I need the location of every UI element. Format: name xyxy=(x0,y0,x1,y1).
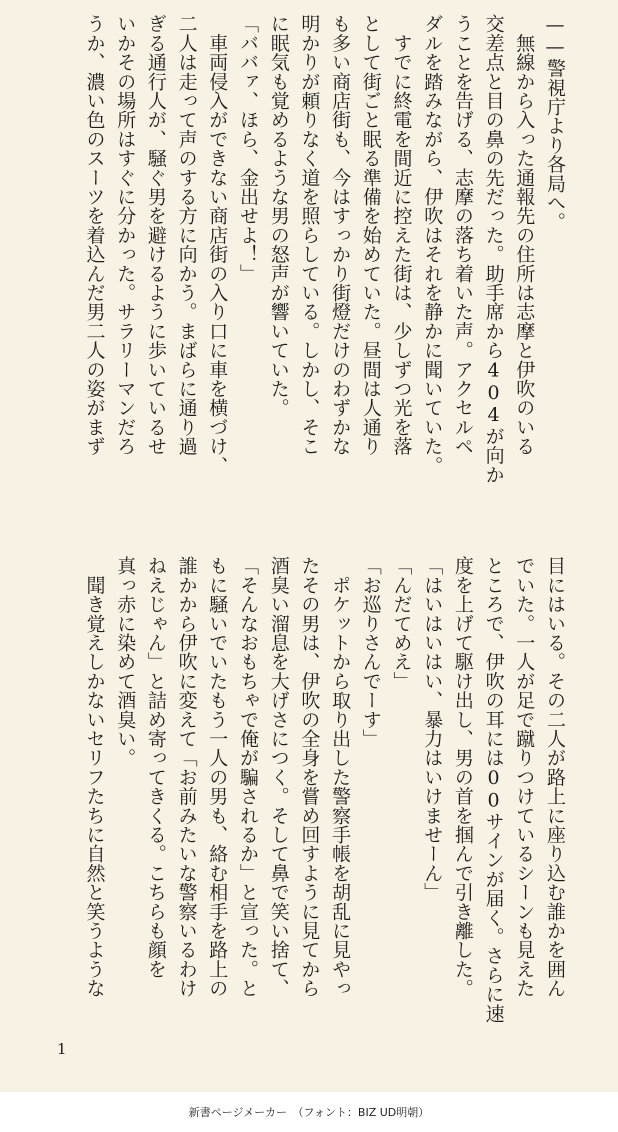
text-line: いかその場所はすぐに分かった。サラリーマンだろ xyxy=(114,14,137,456)
text-line: 酒臭い溜息を大げさにつく。そして鼻で笑い捨て、 xyxy=(267,556,290,998)
text-column xyxy=(325,14,355,534)
text-line: うことを告げる、志摩の落ち着いた声。アクセルペ xyxy=(451,14,474,456)
text-line: うか、濃い色のスーツを着込んだ男二人の姿がまず xyxy=(83,14,106,456)
text-line: 度を上げて駆け出し、男の首を掴んで引き離した。 xyxy=(451,556,474,998)
text-line: 誰かから伊吹に変えて「お前みたいな警察いるわけ xyxy=(175,556,198,998)
text-line: ねえじゃん」と詰め寄ってきくる。こちらも顔を xyxy=(144,556,167,979)
text-column xyxy=(141,14,171,534)
text-line: 車両侵入ができない商店街の入り口に車を横づけ、 xyxy=(206,14,229,475)
text-line: すでに終電を間近に控えた街は、少しずつ光を落 xyxy=(390,14,413,456)
text-line: ぎる通行人が、騒ぐ男を避けるように歩いているせ xyxy=(144,14,167,456)
text-line: でいた。一人が足で蹴りつけているシーンも見えた xyxy=(513,556,536,998)
text-column xyxy=(356,14,386,534)
text-line: 真っ赤に染めて酒臭い。 xyxy=(114,556,137,768)
footer-credit: 新書ページメーカー （フォント：BIZ UD明朝） xyxy=(188,1106,430,1119)
text-line: 交差点と目の鼻の先だった。助手席から404が向か xyxy=(482,14,505,484)
text-line: 無線から入った通報先の住所は志摩と伊吹のいる xyxy=(513,14,536,456)
text-line: もに騒いでいたもう一人の男も、絡む相手を路上の xyxy=(206,556,229,998)
text-line: ところで、伊吹の耳には00サインが届く。さらに速 xyxy=(482,556,505,1023)
text-column xyxy=(110,556,140,1076)
text-column xyxy=(233,556,263,1076)
text-column xyxy=(172,556,202,1076)
text-column xyxy=(110,14,140,534)
text-column xyxy=(325,556,355,1076)
text-column xyxy=(448,14,478,534)
text-line: 「そんなおもちゃで俺が騙されるか」と宣った。と xyxy=(237,556,259,998)
text-line: ポケットから取り出した警察手帳を胡乱に見やっ xyxy=(329,556,352,998)
text-column xyxy=(356,556,386,1076)
text-column xyxy=(479,14,509,534)
text-line: も多い商店街も、今はすっかり街燈だけのわずかな xyxy=(329,14,352,456)
text-line: として街ごと眠る準備を始めていた。昼間は人通り xyxy=(359,14,382,456)
text-column xyxy=(417,556,447,1076)
text-column xyxy=(264,556,294,1076)
text-line: 目にはいる。その二人が路上に座り込む誰かを囲ん xyxy=(544,556,566,998)
text-column xyxy=(264,14,294,534)
text-line: に眠気も覚めるような男の怒声が響いていた。 xyxy=(267,14,290,418)
text-line: たその男は、伊吹の全身を嘗め回すように見てから xyxy=(298,556,321,998)
text-column xyxy=(80,556,110,1076)
text-column xyxy=(387,556,417,1076)
page-number: 1 xyxy=(57,1040,67,1058)
text-column xyxy=(509,556,539,1076)
text-column xyxy=(540,14,570,534)
text-line: 「ババァ、ほら、金出せよ！」 xyxy=(237,14,259,283)
text-column xyxy=(479,556,509,1076)
text-column xyxy=(417,14,447,534)
text-line: ——警視庁より各局へ。 xyxy=(544,14,566,232)
text-line: 二人は走って声のする方に向かう。まばらに通り過 xyxy=(175,14,198,456)
text-column xyxy=(202,556,232,1076)
text-line: 「お巡りさんでーす」 xyxy=(359,556,382,748)
text-line: 「んだてめえ」 xyxy=(390,556,413,691)
text-line: ダルを踏みながら、伊吹はそれを静かに聞いていた。 xyxy=(421,14,444,475)
text-column xyxy=(80,14,110,534)
text-column xyxy=(387,14,417,534)
text-column xyxy=(509,14,539,534)
text-column xyxy=(233,14,263,534)
text-column xyxy=(294,556,324,1076)
text-column xyxy=(202,14,232,534)
text-line: 明かりが頼りなく道を照らしている。しかし、そこ xyxy=(298,14,321,456)
text-column xyxy=(141,556,171,1076)
text-column xyxy=(540,556,570,1076)
text-column xyxy=(294,14,324,534)
text-column xyxy=(448,556,478,1076)
text-line: 聞き覚えしかないセリフたちに自然と笑うような xyxy=(83,556,106,998)
text-column xyxy=(172,14,202,534)
text-line: 「はいはいはい、暴力はいけませーん」 xyxy=(421,556,444,902)
